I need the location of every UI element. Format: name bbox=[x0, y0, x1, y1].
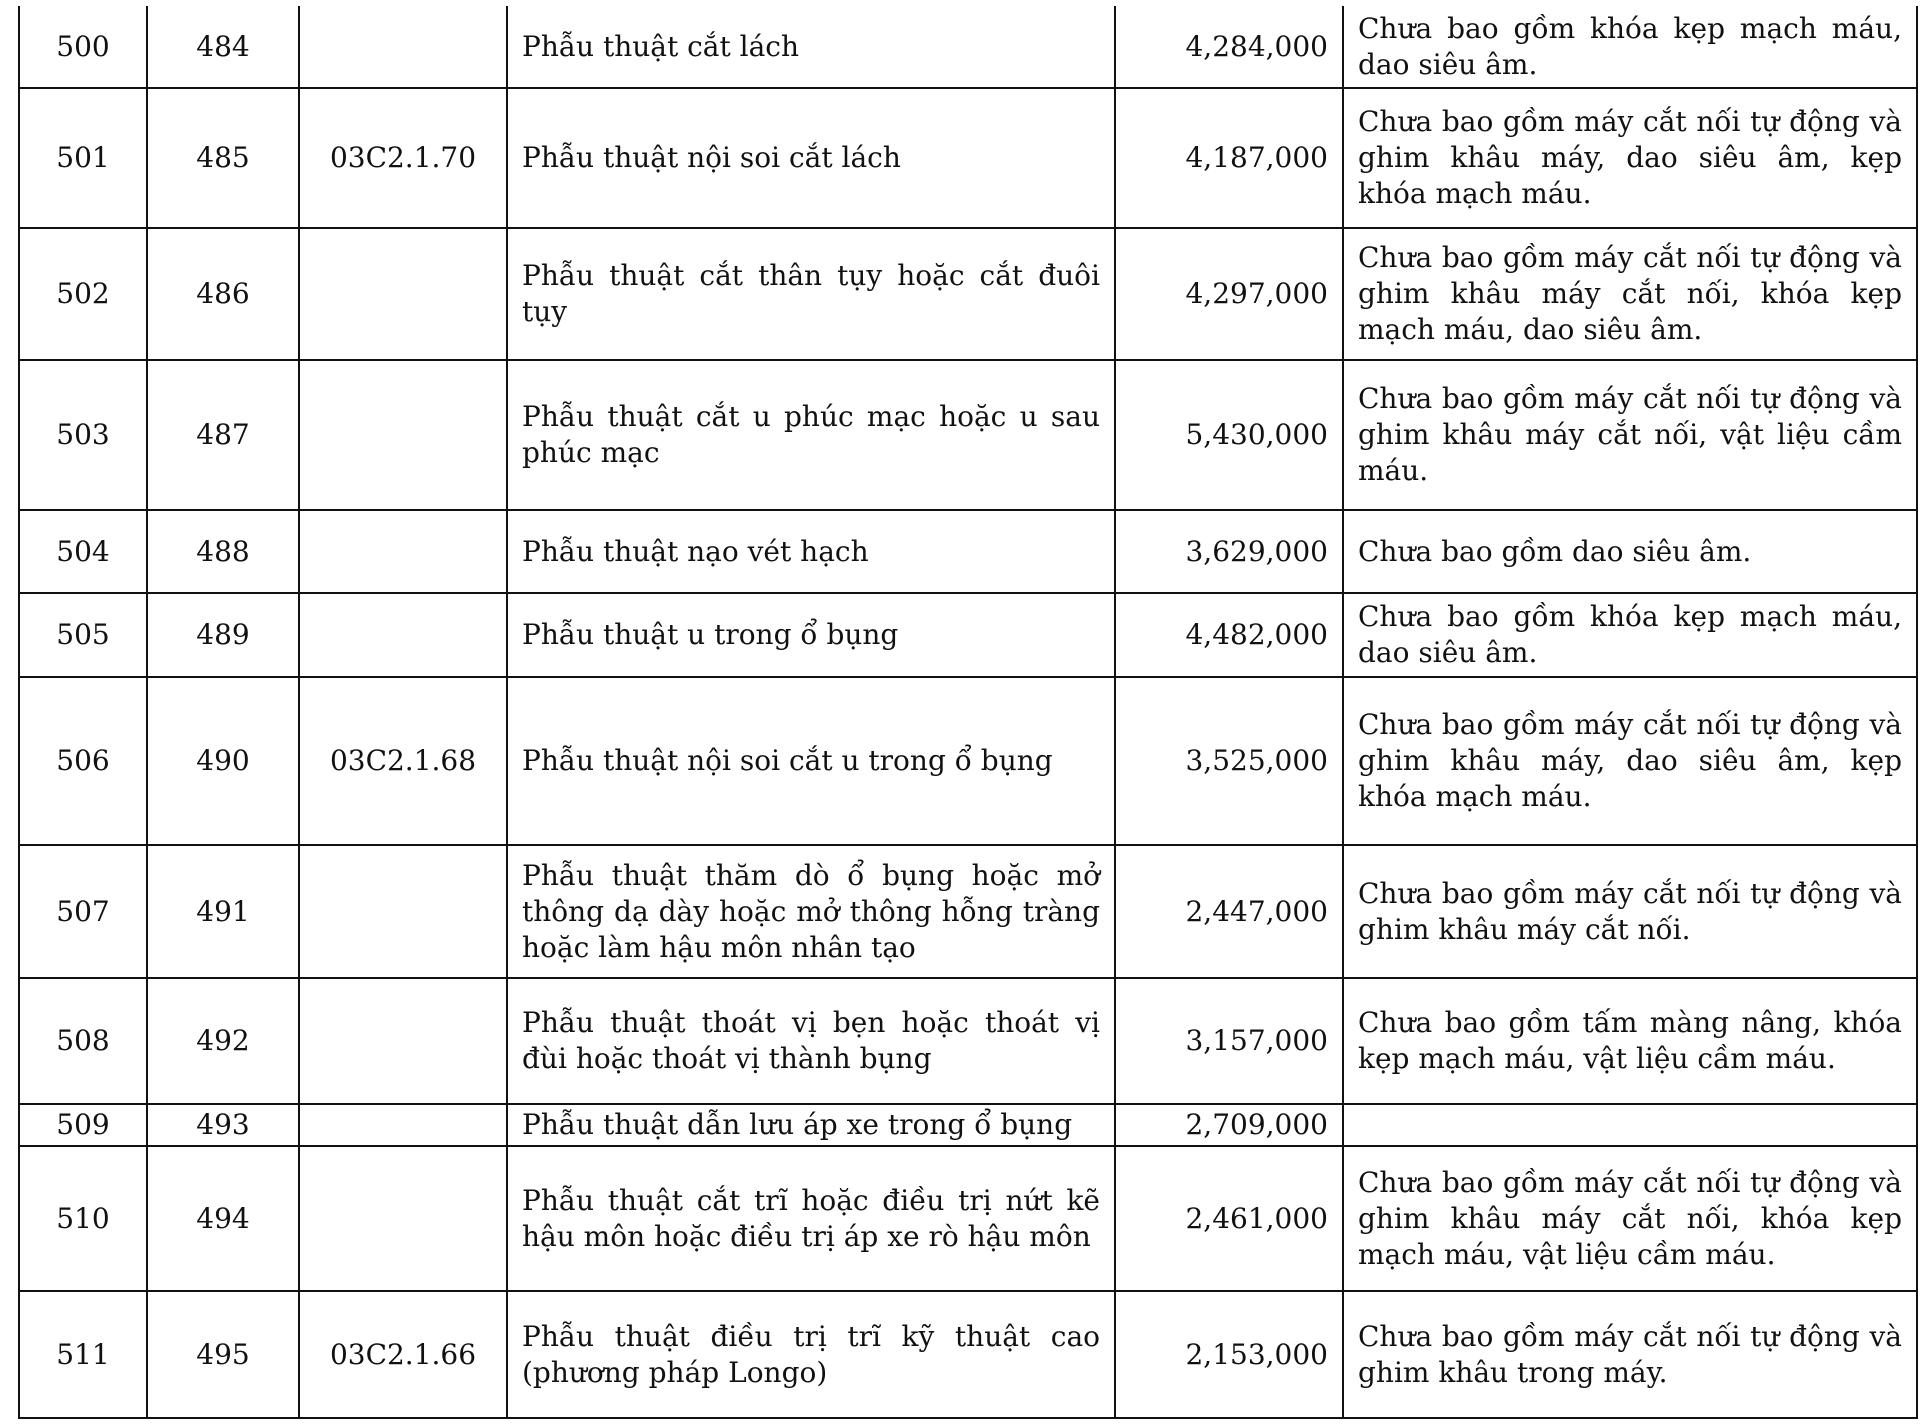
table-row bbox=[19, 593, 1917, 677]
row-subindex-cell: 492 bbox=[147, 978, 299, 1104]
row-code-cell bbox=[299, 1146, 507, 1291]
row-service-name-cell: Phẫu thuật cắt thân tụy hoặc cắt đuôi tụy bbox=[507, 228, 1115, 360]
row-subindex-cell: 484 bbox=[147, 6, 299, 88]
row-code-cell bbox=[299, 6, 507, 88]
row-price-cell: 2,153,000 bbox=[1115, 1291, 1343, 1418]
row-subindex-cell: 488 bbox=[147, 510, 299, 593]
row-index-cell: 503 bbox=[19, 360, 147, 510]
table-row bbox=[19, 978, 1917, 1104]
row-service-name-cell: Phẫu thuật điều trị trĩ kỹ thuật cao (phương pháp Longo) bbox=[507, 1291, 1115, 1418]
row-service-name-cell: Phẫu thuật nạo vét hạch bbox=[507, 510, 1115, 593]
row-subindex-cell: 491 bbox=[147, 845, 299, 978]
table-row bbox=[19, 1146, 1917, 1291]
row-subindex-cell: 495 bbox=[147, 1291, 299, 1418]
row-index-cell: 504 bbox=[19, 510, 147, 593]
row-service-name-cell: Phẫu thuật cắt u phúc mạc hoặc u sau phúc mạc bbox=[507, 360, 1115, 510]
row-note-cell: Chưa bao gồm máy cắt nối tự động và ghim khâu máy cắt nối, khóa kẹp mạch máu, vật liệu cầm máu. bbox=[1343, 1146, 1917, 1291]
row-price-cell: 2,709,000 bbox=[1115, 1104, 1343, 1146]
row-subindex-cell: 487 bbox=[147, 360, 299, 510]
row-index-cell: 501 bbox=[19, 88, 147, 228]
row-code-cell bbox=[299, 978, 507, 1104]
table-row bbox=[19, 6, 1917, 88]
row-code-cell bbox=[299, 360, 507, 510]
row-price-cell: 4,284,000 bbox=[1115, 6, 1343, 88]
row-index-cell: 502 bbox=[19, 228, 147, 360]
row-price-cell: 2,461,000 bbox=[1115, 1146, 1343, 1291]
row-note-cell: Chưa bao gồm máy cắt nối tự động và ghim khâu máy, dao siêu âm, kẹp khóa mạch máu. bbox=[1343, 88, 1917, 228]
row-code-cell bbox=[299, 845, 507, 978]
row-note-cell: Chưa bao gồm máy cắt nối tự động và ghim khâu máy cắt nối, khóa kẹp mạch máu, dao siêu âm. bbox=[1343, 228, 1917, 360]
row-index-cell: 509 bbox=[19, 1104, 147, 1146]
table-row bbox=[19, 228, 1917, 360]
row-note-cell bbox=[1343, 1104, 1917, 1146]
row-subindex-cell: 493 bbox=[147, 1104, 299, 1146]
row-code-cell bbox=[299, 510, 507, 593]
row-note-cell: Chưa bao gồm máy cắt nối tự động và ghim khâu trong máy. bbox=[1343, 1291, 1917, 1418]
row-service-name-cell: Phẫu thuật dẫn lưu áp xe trong ổ bụng bbox=[507, 1104, 1115, 1146]
row-service-name-cell: Phẫu thuật nội soi cắt lách bbox=[507, 88, 1115, 228]
table-row bbox=[19, 88, 1917, 228]
table-row bbox=[19, 845, 1917, 978]
table-row bbox=[19, 360, 1917, 510]
row-service-name-cell: Phẫu thuật thăm dò ổ bụng hoặc mở thông dạ dày hoặc mở thông hỗng tràng hoặc làm hậu môn nhân tạo bbox=[507, 845, 1115, 978]
row-note-cell: Chưa bao gồm tấm màng nâng, khóa kẹp mạch máu, vật liệu cầm máu. bbox=[1343, 978, 1917, 1104]
row-note-cell: Chưa bao gồm khóa kẹp mạch máu, dao siêu âm. bbox=[1343, 6, 1917, 88]
row-note-cell: Chưa bao gồm máy cắt nối tự động và ghim khâu máy cắt nối, vật liệu cầm máu. bbox=[1343, 360, 1917, 510]
row-index-cell: 510 bbox=[19, 1146, 147, 1291]
row-note-cell: Chưa bao gồm khóa kẹp mạch máu, dao siêu âm. bbox=[1343, 593, 1917, 677]
row-service-name-cell: Phẫu thuật cắt trĩ hoặc điều trị nứt kẽ hậu môn hoặc điều trị áp xe rò hậu môn bbox=[507, 1146, 1115, 1291]
row-code-cell bbox=[299, 228, 507, 360]
row-index-cell: 507 bbox=[19, 845, 147, 978]
table-row bbox=[19, 1291, 1917, 1418]
table-row bbox=[19, 510, 1917, 593]
row-code-cell: 03C2.1.66 bbox=[299, 1291, 507, 1418]
row-index-cell: 505 bbox=[19, 593, 147, 677]
row-subindex-cell: 489 bbox=[147, 593, 299, 677]
row-service-name-cell: Phẫu thuật nội soi cắt u trong ổ bụng bbox=[507, 677, 1115, 845]
row-price-cell: 5,430,000 bbox=[1115, 360, 1343, 510]
row-price-cell: 2,447,000 bbox=[1115, 845, 1343, 978]
row-service-name-cell: Phẫu thuật u trong ổ bụng bbox=[507, 593, 1115, 677]
row-index-cell: 506 bbox=[19, 677, 147, 845]
table-row bbox=[19, 1104, 1917, 1146]
row-index-cell: 511 bbox=[19, 1291, 147, 1418]
row-price-cell: 4,297,000 bbox=[1115, 228, 1343, 360]
row-subindex-cell: 490 bbox=[147, 677, 299, 845]
row-code-cell: 03C2.1.68 bbox=[299, 677, 507, 845]
row-service-name-cell: Phẫu thuật thoát vị bẹn hoặc thoát vị đùi hoặc thoát vị thành bụng bbox=[507, 978, 1115, 1104]
row-note-cell: Chưa bao gồm máy cắt nối tự động và ghim khâu máy, dao siêu âm, kẹp khóa mạch máu. bbox=[1343, 677, 1917, 845]
row-subindex-cell: 485 bbox=[147, 88, 299, 228]
row-price-cell: 3,157,000 bbox=[1115, 978, 1343, 1104]
row-index-cell: 500 bbox=[19, 6, 147, 88]
row-subindex-cell: 486 bbox=[147, 228, 299, 360]
row-price-cell: 3,629,000 bbox=[1115, 510, 1343, 593]
row-note-cell: Chưa bao gồm máy cắt nối tự động và ghim khâu máy cắt nối. bbox=[1343, 845, 1917, 978]
row-code-cell bbox=[299, 593, 507, 677]
row-subindex-cell: 494 bbox=[147, 1146, 299, 1291]
row-price-cell: 3,525,000 bbox=[1115, 677, 1343, 845]
price-list-sheet bbox=[18, 6, 1916, 1419]
row-price-cell: 4,187,000 bbox=[1115, 88, 1343, 228]
row-code-cell bbox=[299, 1104, 507, 1146]
row-service-name-cell: Phẫu thuật cắt lách bbox=[507, 6, 1115, 88]
table-row bbox=[19, 677, 1917, 845]
row-code-cell: 03C2.1.70 bbox=[299, 88, 507, 228]
row-price-cell: 4,482,000 bbox=[1115, 593, 1343, 677]
row-note-cell: Chưa bao gồm dao siêu âm. bbox=[1343, 510, 1917, 593]
price-table bbox=[18, 6, 1918, 1419]
row-index-cell: 508 bbox=[19, 978, 147, 1104]
